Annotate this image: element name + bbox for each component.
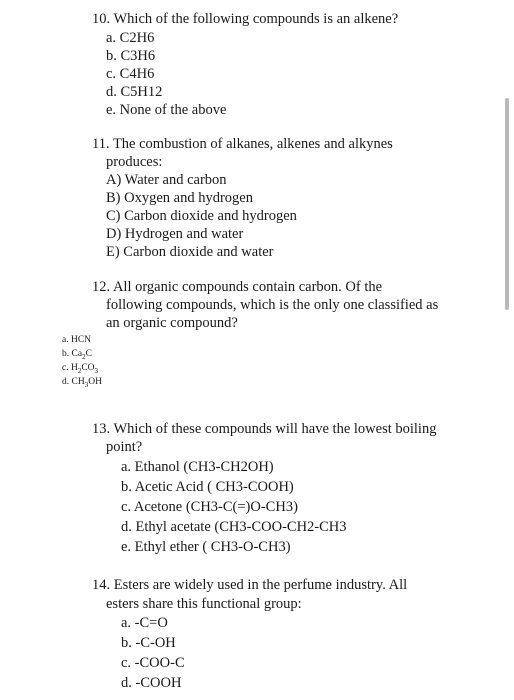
q10-option-d: d. C5H12 (106, 84, 163, 100)
q12-option-c-text: c. H (62, 363, 78, 373)
q13-option-d: d. Ethyl acetate (CH3-COO-CH2-CH3 (121, 519, 347, 535)
q12-stem-line3: an organic compound? (106, 315, 238, 331)
q14-option-a: a. -C=O (121, 615, 168, 631)
q13-option-c: c. Acetone (CH3-C(=)O-CH3) (121, 499, 298, 515)
q13-option-e: e. Ethyl ether ( CH3-O-CH3) (121, 539, 291, 555)
q12-stem-line2: following compounds, which is the only one classified as (106, 297, 439, 313)
q11-option-d: D) Hydrogen and water (106, 226, 244, 242)
q12-option-c-subscript2: 3 (94, 366, 99, 375)
q14-option-c: c. -COO-C (121, 655, 185, 671)
q14-option-b: b. -C-OH (121, 635, 176, 651)
q12-option-c (62, 362, 98, 377)
q10-option-a: a. C2H6 (106, 30, 155, 46)
q13-option-a: a. Ethanol (CH3-CH2OH) (121, 459, 274, 475)
q12-stem-line1: 12. All organic compounds contain carbon. Of the (92, 279, 383, 295)
q10-option-e: e. None of the above (106, 102, 227, 118)
q12-option-c-suffix: CO (81, 363, 95, 373)
q11-stem-line2: produces: (106, 154, 163, 170)
q11-option-e: E) Carbon dioxide and water (106, 244, 274, 260)
q12-option-b (62, 348, 92, 363)
q12-option-d-text: d. CH (62, 377, 85, 387)
q12-option-c-subscript: 2 (77, 366, 82, 375)
q13-option-b: b. Acetic Acid ( CH3-COOH) (121, 479, 294, 495)
q12-option-b-suffix: C (85, 349, 92, 359)
q13-stem-line1: 13. Which of these compounds will have the lowest boiling (92, 421, 437, 437)
q14-stem-line2: esters share this functional group: (106, 596, 302, 612)
q10-option-b: b. C3H6 (106, 48, 156, 64)
q12-option-b-subscript: 2 (82, 352, 86, 361)
q11-option-c: C) Carbon dioxide and hydrogen (106, 208, 297, 224)
q10-option-c: c. C4H6 (106, 66, 155, 82)
q12-option-a (62, 334, 91, 346)
q14-option-d: d. -COOH (121, 675, 182, 691)
q11-option-b: B) Oxygen and hydrogen (106, 190, 253, 206)
q13-stem-line2: point? (106, 439, 143, 455)
q12-option-d-suffix: OH (88, 377, 102, 387)
q14-stem-line1: 14. Esters are widely used in the perfume industry. All (92, 577, 408, 593)
q12-option-d (62, 376, 102, 391)
q12-option-d-subscript: 3 (84, 380, 89, 389)
q12-option-a-text: a. HCN (62, 335, 92, 345)
vertical-scrollbar[interactable] (505, 98, 509, 310)
q11-option-a: A) Water and carbon (106, 172, 227, 188)
q11-stem-line1: 11. The combustion of alkanes, alkenes and alkynes (92, 136, 393, 152)
q10-stem: 10. Which of the following compounds is an alkene? (92, 11, 399, 27)
q12-option-b-text: b. Ca (62, 349, 83, 359)
